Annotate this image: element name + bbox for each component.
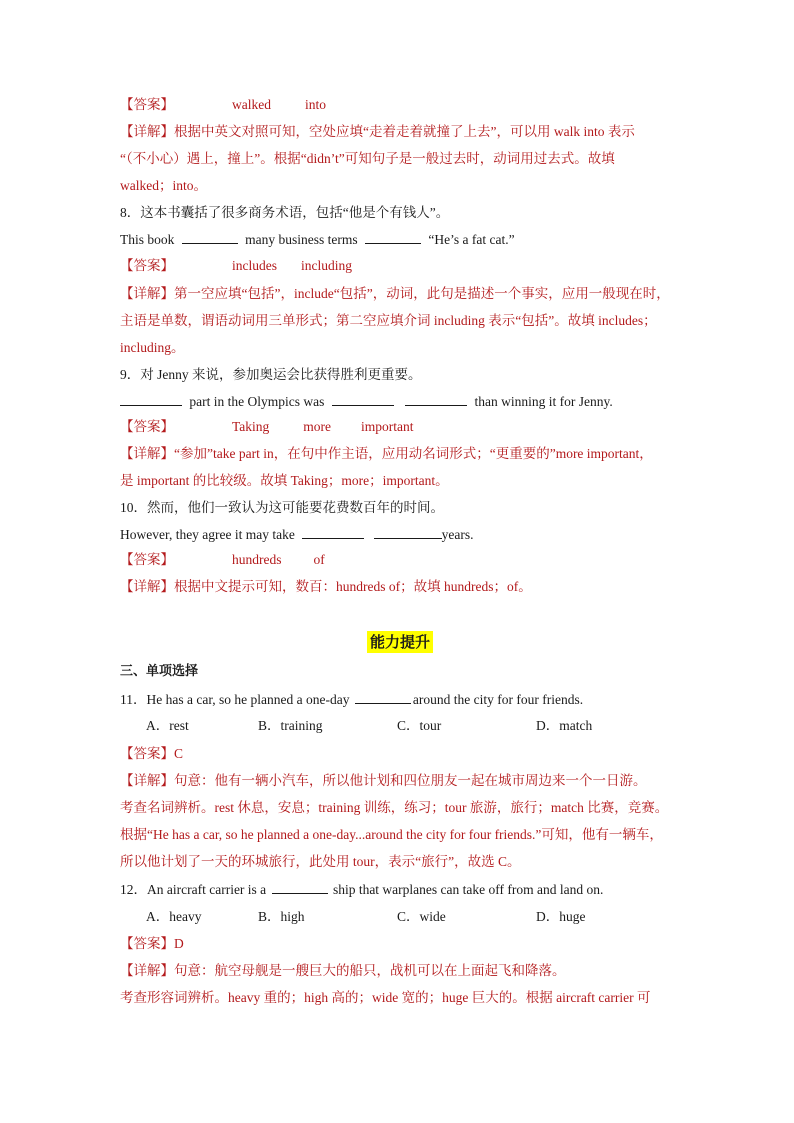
answer-choice: D [174, 936, 184, 951]
detail-tag: 【详解】 [120, 963, 174, 978]
q9-answer-line [120, 417, 414, 437]
answer-2: including [301, 258, 352, 273]
q8-detail-line-2: 主语是单数，谓语动词用三单形式；第二空应填介词 including 表示“包括”。故填 includes； [120, 313, 657, 328]
q8-answer-line [120, 256, 352, 276]
detail-tag: 【详解】 [120, 579, 174, 594]
detail-text: 根据中文提示可知，数百：hundreds of；故填 hundreds；of。 [174, 579, 532, 594]
q11-answer-line [120, 744, 183, 764]
q12-option-a[interactable]: A．heavy [146, 909, 202, 924]
q9-en-part-1: part in the Olympics was [189, 394, 325, 409]
q12-option-c[interactable]: C．wide [397, 909, 446, 924]
q11-option-a[interactable]: A．rest [146, 718, 189, 733]
q11-question [120, 690, 583, 710]
answer-2: more [303, 419, 332, 434]
q11-option-d[interactable]: D．match [536, 718, 593, 733]
q9-blank-3 [405, 392, 467, 406]
q7-detail-line-1 [120, 122, 635, 142]
detail-text: 根据中英文对照可知，空处应填“走着走着就撞了上去”，可以用 walk into 表示 [174, 124, 635, 139]
q11-question-part-a: 11．He has a car, so he planned a one-day [120, 692, 350, 707]
q12-answer-line [120, 934, 184, 954]
q12-option-d[interactable]: D．huge [536, 909, 586, 924]
q8-en-part-1: This book [120, 232, 175, 247]
answer-2: into [304, 97, 326, 112]
q11-detail-line-1 [120, 771, 647, 791]
q12-question-part-a: 12．An aircraft carrier is a [120, 882, 267, 897]
q10-en-part-1: However, they agree it may take [120, 527, 295, 542]
q10-blank-1 [302, 525, 364, 539]
detail-tag: 【详解】 [120, 124, 174, 139]
detail-text: “参加”take part in，在句中作主语，应用动名词形式；“更重要的”more important， [174, 446, 653, 461]
q9-en-part-2: than winning it for Jenny. [474, 394, 613, 409]
q9-blank-2 [332, 392, 394, 406]
answer-1: Taking [232, 419, 270, 434]
q12-detail-line-2: 考查形容词辨析。heavy 重的；high 高的；wide 宽的；huge 巨大的。根据 aircraft carrier 可 [120, 990, 651, 1005]
answer-1: hundreds [232, 552, 282, 567]
q9-blank-1 [120, 392, 182, 406]
q9-question: 9．对 Jenny 来说，参加奥运会比获得胜利更重要。 [120, 367, 422, 382]
q9-detail-line-2: 是 important 的比较级。故填 Taking；more；important。 [120, 473, 449, 488]
detail-tag: 【详解】 [120, 286, 174, 301]
q12-option-b[interactable]: B．high [258, 909, 305, 924]
q7-detail-line-3: walked；into。 [120, 178, 207, 193]
q8-detail-line-1 [120, 284, 670, 304]
q10-blank-2 [374, 525, 442, 539]
answer-tag: 【答案】 [120, 97, 174, 112]
detail-tag: 【详解】 [120, 446, 174, 461]
q12-blank [272, 880, 328, 894]
q12-detail-line-1 [120, 961, 566, 981]
answer-tag: 【答案】 [120, 419, 174, 434]
q10-detail-line-1 [120, 577, 532, 597]
section-label: 三、单项选择 [120, 664, 199, 679]
q8-blank-2 [365, 230, 421, 244]
q11-blank [355, 690, 411, 704]
q11-detail-line-3: 根据“He has a car, so he planned a one-day...around the city for four friends.”可知，他有一辆车， [120, 827, 663, 842]
q11-detail-line-2: 考查名词辨析。rest 休息，安息；training 训练，练习；tour 旅游，旅行；match 比赛，竞赛。 [120, 800, 669, 815]
detail-tag: 【详解】 [120, 773, 174, 788]
answer-2: of [313, 552, 325, 567]
q8-blank-1 [182, 230, 238, 244]
q11-option-c[interactable]: C．tour [397, 718, 442, 733]
q8-detail-line-3: including。 [120, 340, 185, 355]
answer-tag: 【答案】 [120, 936, 174, 951]
q9-english-line [120, 392, 613, 412]
detail-text: 句意：他有一辆小汽车，所以他计划和四位朋友一起在城市周边来一个一日游。 [174, 773, 647, 788]
detail-text: 第一空应填“包括”，include“包括”，动词，此句是描述一个事实，应用一般现在时， [174, 286, 670, 301]
answer-choice: C [174, 746, 184, 761]
q12-question [120, 880, 603, 900]
q7-detail-line-2: “（不小心）遇上，撞上”。根据“didn’t”可知句子是一般过去时，动词用过去式。故填 [120, 151, 615, 166]
section-title: 能力提升 [367, 631, 433, 653]
q7-answer-line [120, 95, 326, 115]
answer-tag: 【答案】 [120, 552, 174, 567]
answer-3: important [361, 419, 414, 434]
q11-option-b[interactable]: B．training [258, 718, 323, 733]
q8-english-line [120, 230, 515, 250]
answer-tag: 【答案】 [120, 258, 174, 273]
q8-en-part-3: “He’s a fat cat.” [428, 232, 515, 247]
q10-english-line [120, 525, 474, 545]
q10-en-part-2: years. [441, 527, 474, 542]
q8-en-part-2: many business terms [245, 232, 358, 247]
q10-question: 10．然而，他们一致认为这可能要花费数百年的时间。 [120, 500, 444, 515]
q10-answer-line [120, 550, 325, 570]
answer-tag: 【答案】 [120, 746, 174, 761]
q11-detail-line-4: 所以他计划了一天的环城旅行，此处用 tour，表示“旅行”，故选 C。 [120, 854, 521, 869]
q8-question: 8．这本书囊括了很多商务术语，包括“他是个有钱人”。 [120, 205, 450, 220]
answer-1: walked [232, 97, 271, 112]
q12-question-part-b: ship that warplanes can take off from and land on. [332, 882, 604, 897]
q9-detail-line-1 [120, 444, 653, 464]
q11-question-part-b: around the city for four friends. [412, 692, 584, 707]
detail-text: 句意：航空母舰是一艘巨大的船只，战机可以在上面起飞和降落。 [174, 963, 566, 978]
answer-1: includes [232, 258, 277, 273]
